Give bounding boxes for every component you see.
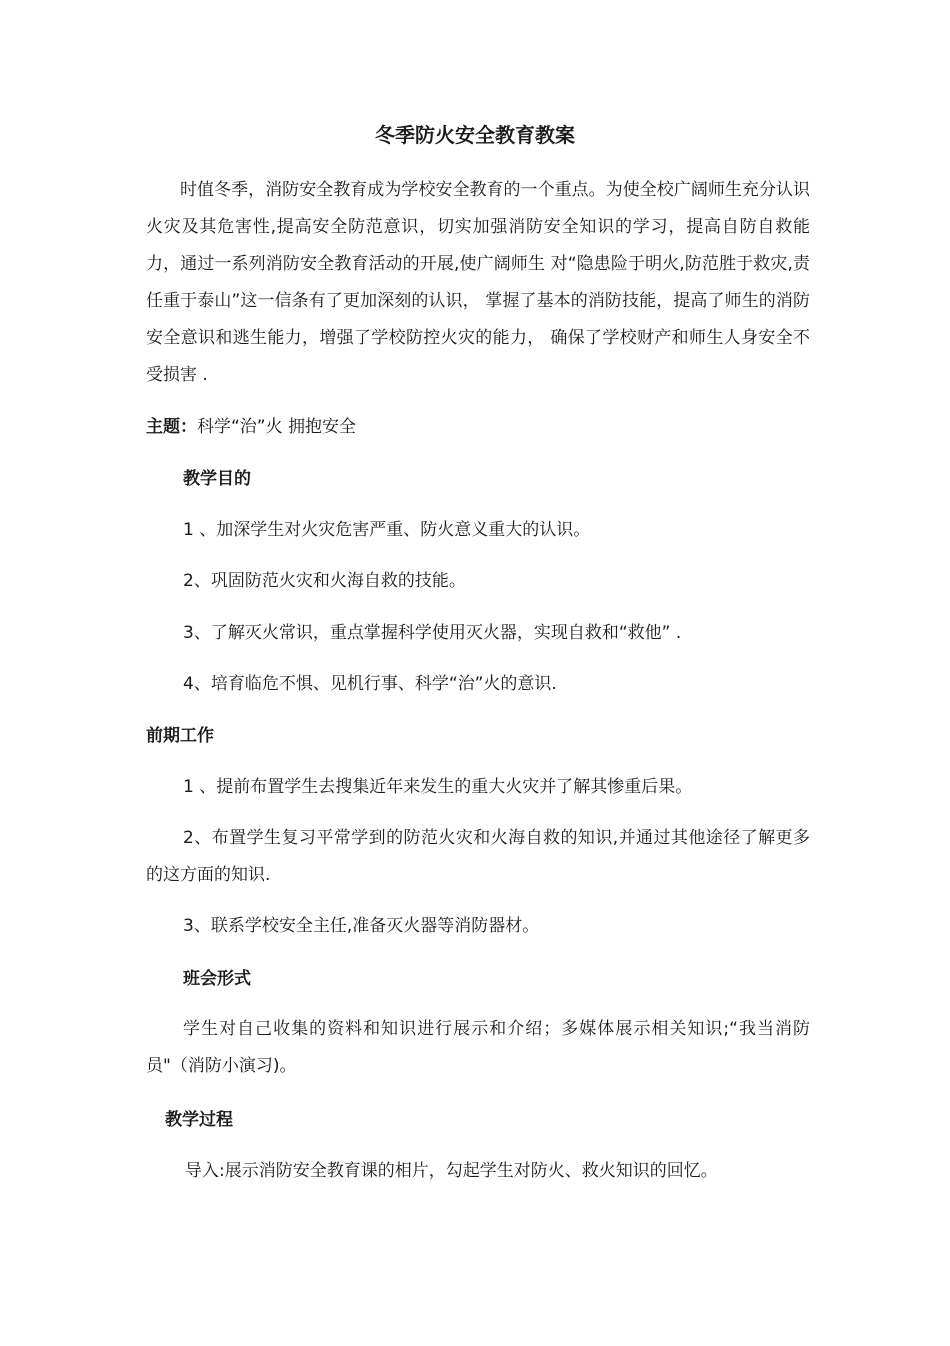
document-title: 冬季防火安全教育教案: [375, 123, 575, 147]
preparation-item-2: 2、布置学生复习平常学到的防范火灾和火海自救的知识,并通过其他途径了解更多的这方面的知识.: [146, 828, 810, 885]
theme-text: 科学“治”火 拥抱安全: [197, 417, 357, 437]
preparation-heading: 前期工作: [146, 726, 214, 746]
objective-item-2: 2、巩固防范火灾和火海自救的技能。: [183, 571, 466, 591]
process-heading: 教学过程: [165, 1110, 233, 1130]
objectives-heading: 教学目的: [183, 469, 251, 489]
theme-line: [146, 412, 356, 442]
objective-item-4: 4、培育临危不惧、见机行事、科学“治”火的意识.: [183, 674, 557, 694]
preparation-item-1: 1 、提前布置学生去搜集近年来发生的重大火灾并了解其惨重后果。: [183, 777, 693, 797]
theme-label: 主题：: [146, 417, 197, 437]
preparation-item-3: 3、联系学校安全主任,准备灭火器等消防器材。: [183, 916, 540, 936]
intro-paragraph: 时值冬季，消防安全教育成为学校安全教育的一个重点。为使全校广阔师生充分认识火灾及其危害性,提高安全防范意识，切实加强消防安全知识的学习，提高自防自救能力，通过一系列消防安全教育活动的开展,使广阔师生 对“隐患险于明火,防范胜于救灾,责任重于泰山”这一信条有了更加深刻的认识， 掌握了基本的消防技能，提高了师生的消防安全意识和逃生能力，增强了学校防控火灾的能力， 确保了学校财产和师生人身安全不受损害 .: [146, 180, 810, 385]
objective-item-3: 3、了解灭火常识，重点掌握科学使用灭火器，实现自救和“救他” .: [183, 623, 682, 643]
objective-item-1: 1 、加深学生对火灾危害严重、防火意义重大的认识。: [183, 520, 591, 540]
format-heading: 班会形式: [183, 969, 251, 989]
process-intro: 导入:展示消防安全教育课的相片，勾起学生对防火、救火知识的回忆。: [185, 1161, 718, 1181]
format-paragraph: 学生对自己收集的资料和知识进行展示和介绍；多媒体展示相关知识;“我当消防员"（消防小演习)。: [146, 1019, 810, 1076]
